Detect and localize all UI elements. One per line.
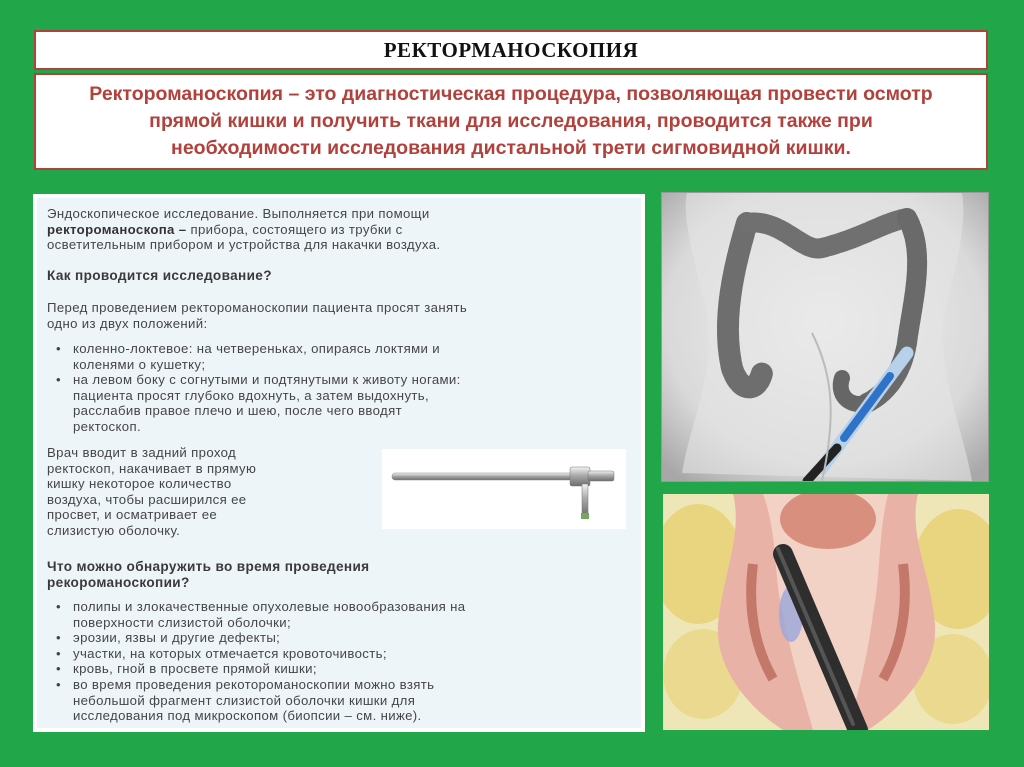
- finding-1-line1: полипы и злокачественные опухолевые новообразования на: [73, 599, 466, 614]
- position-1-line2: коленями о кушетку;: [73, 356, 206, 372]
- anatomy-icon: [663, 494, 989, 730]
- finding-1-line2: поверхности слизистой оболочки;: [73, 614, 291, 630]
- finding-4-line1: кровь, гной в просвете прямой кишки;: [73, 661, 317, 677]
- finding-5-line1: во время проведения рекотороманоскопии можно взять: [73, 676, 435, 692]
- finding-5-line2: небольшой фрагмент слизистой оболочки кишки для: [73, 692, 416, 708]
- page-title: РЕКТОРМАНОСКОПИЯ: [383, 37, 639, 62]
- definition-box: [34, 73, 988, 170]
- heading-how: Как проводится исследование?: [47, 268, 272, 283]
- heading-findings: [47, 559, 369, 590]
- para1-line2: одно из двух положений:: [47, 315, 208, 331]
- position-2-line2: пациента просят глубоко вдохнуть, а затем выдохнуть,: [73, 387, 430, 403]
- position-1-line1: коленно-локтевое: на четвереньках, опираясь локтями и: [73, 341, 440, 356]
- list-item: [73, 630, 466, 646]
- text-panel: [33, 194, 645, 732]
- list-item: [73, 646, 466, 662]
- title-box: [34, 30, 988, 70]
- para-positions-intro: [47, 300, 467, 331]
- doctor-paragraph: [47, 445, 256, 539]
- doctor-line: кишку некоторое количество: [47, 476, 232, 492]
- doctor-line: слизистую оболочку.: [47, 522, 181, 538]
- list-item: [73, 372, 461, 434]
- findings-list: [47, 599, 466, 724]
- rectum-anatomy-illustration: [663, 494, 989, 730]
- doctor-line: просвет, и осматривает ее: [47, 507, 218, 523]
- intro-bold-term: ректороманоскопа –: [47, 221, 187, 237]
- position-2-line4: ректоскоп.: [73, 418, 141, 434]
- para1-line1: Перед проведением ректороманоскопии пациента просят занять: [47, 300, 468, 315]
- intro-line1: Эндоскопическое исследование. Выполняется при помощи: [47, 206, 430, 221]
- doctor-line: воздуха, чтобы расширился ее: [47, 491, 247, 507]
- text-panel-inner: [37, 198, 641, 728]
- list-item: [73, 341, 461, 372]
- rectoscope-image: [382, 449, 626, 529]
- colon-icon: [662, 193, 988, 481]
- intro-line3: осветительным прибором и устройства для накачки воздуха.: [47, 237, 441, 253]
- definition-text: Ректороманоскопия – это диагностическая процедура, позволяющая провести осмотр прямой кишки и получить ткани для исследования, проводится также при необходимости исследования дистальной трети сигмовидной кишки.: [89, 83, 933, 159]
- colon-illustration: [661, 192, 989, 482]
- list-item: [73, 677, 466, 724]
- finding-5-line3: исследования под микроскопом (биопсии – см. ниже).: [73, 708, 422, 724]
- positions-list: [47, 341, 461, 435]
- finding-3-line1: участки, на которых отмечается кровоточивость;: [73, 645, 387, 661]
- intro-rest: прибора, состоящего из трубки с: [186, 221, 403, 237]
- finding-2-line1: эрозии, язвы и другие дефекты;: [73, 630, 281, 646]
- rectoscope-icon: [382, 449, 626, 529]
- list-item: [73, 661, 466, 677]
- heading2-line1: Что можно обнаружить во время проведения: [47, 559, 370, 574]
- position-2-line3: расслабив правое плечо и шею, после чего вводят: [73, 403, 402, 419]
- heading2-line2: рекороманоскопии?: [47, 574, 190, 590]
- intro-paragraph: [47, 206, 440, 253]
- doctor-line: ректоскоп, накачивает в прямую: [47, 460, 257, 476]
- doctor-line: Врач вводит в задний проход: [47, 445, 237, 460]
- list-item: [73, 599, 466, 630]
- position-2-line1: на левом боку с согнутыми и подтянутыми к животу ногами:: [73, 372, 461, 388]
